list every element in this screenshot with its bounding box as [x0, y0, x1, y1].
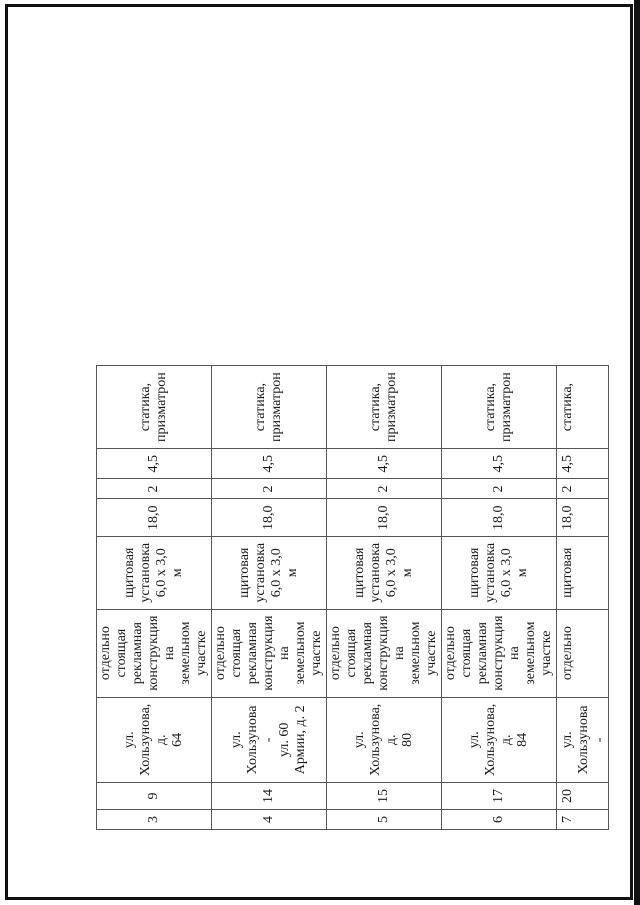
address: ул. Хользунова, д. 84 — [467, 703, 530, 776]
scheme-number: 15 — [327, 783, 442, 810]
distance-value: 4,5 — [327, 448, 442, 479]
sides-count: 2 — [97, 479, 212, 499]
image-technology: статика, призматрон — [483, 372, 514, 442]
scheme-number: 9 — [97, 783, 212, 810]
area-value: 18,0 — [327, 499, 442, 537]
scheme-number: 17 — [442, 783, 557, 810]
table-row — [327, 366, 442, 830]
distance-value: 4,5 — [97, 448, 212, 479]
table-row — [97, 366, 212, 830]
scheme-number: 20 — [557, 783, 609, 810]
sides-count: 2 — [212, 479, 327, 499]
image-technology: статика, призматрон — [368, 372, 399, 442]
scheme-number: 14 — [212, 783, 327, 810]
area-value: 18,0 — [212, 499, 327, 537]
structure-kind: щитовая установка 6,0 х 3,0 м — [237, 542, 300, 603]
address: ул. Хользунова, д. 64 — [122, 703, 185, 776]
sides-count: 2 — [557, 479, 609, 499]
address: ул. Хользунова, д. 80 — [352, 703, 415, 776]
structure-type: отдельно — [560, 626, 575, 681]
structure-kind: щитовая установка 6,0 х 3,0 м — [352, 542, 415, 603]
row-number: 3 — [97, 810, 212, 830]
table-row — [442, 366, 557, 830]
structure-type: отдельно стоящая рекламная конструкция на земельном участке — [98, 615, 209, 691]
scan-edge — [634, 0, 640, 905]
row-number: 5 — [327, 810, 442, 830]
image-technology: статика, призматрон — [253, 372, 284, 442]
table-row — [557, 366, 609, 830]
area-value: 18,0 — [557, 499, 609, 537]
structure-type: отдельно стоящая рекламная конструкция на земельном участке — [328, 615, 439, 691]
row-number: 4 — [212, 810, 327, 830]
structure-type: отдельно стоящая рекламная конструкция на земельном участке — [443, 615, 554, 691]
area-value: 18,0 — [97, 499, 212, 537]
distance-value: 4,5 — [557, 448, 609, 479]
structure-kind: щитовая — [560, 547, 575, 598]
structure-kind: щитовая установка 6,0 х 3,0 м — [122, 542, 185, 603]
structure-kind: щитовая установка 6,0 х 3,0 м — [467, 542, 530, 603]
image-technology: статика, призматрон — [138, 372, 169, 442]
table-row — [212, 366, 327, 830]
address: ул. Хользунова - ул. 60 Армии, д. 2 — [229, 705, 308, 775]
row-number: 6 — [442, 810, 557, 830]
advertising-structures-table — [96, 365, 609, 830]
distance-value: 4,5 — [212, 448, 327, 479]
image-technology: статика, — [560, 382, 575, 432]
distance-value: 4,5 — [442, 448, 557, 479]
address: ул. Хользунова - — [560, 705, 607, 775]
row-number: 7 — [557, 810, 609, 830]
sides-count: 2 — [327, 479, 442, 499]
area-value: 18,0 — [442, 499, 557, 537]
structure-type: отдельно стоящая рекламная конструкция на земельном участке — [213, 615, 324, 691]
sides-count: 2 — [442, 479, 557, 499]
